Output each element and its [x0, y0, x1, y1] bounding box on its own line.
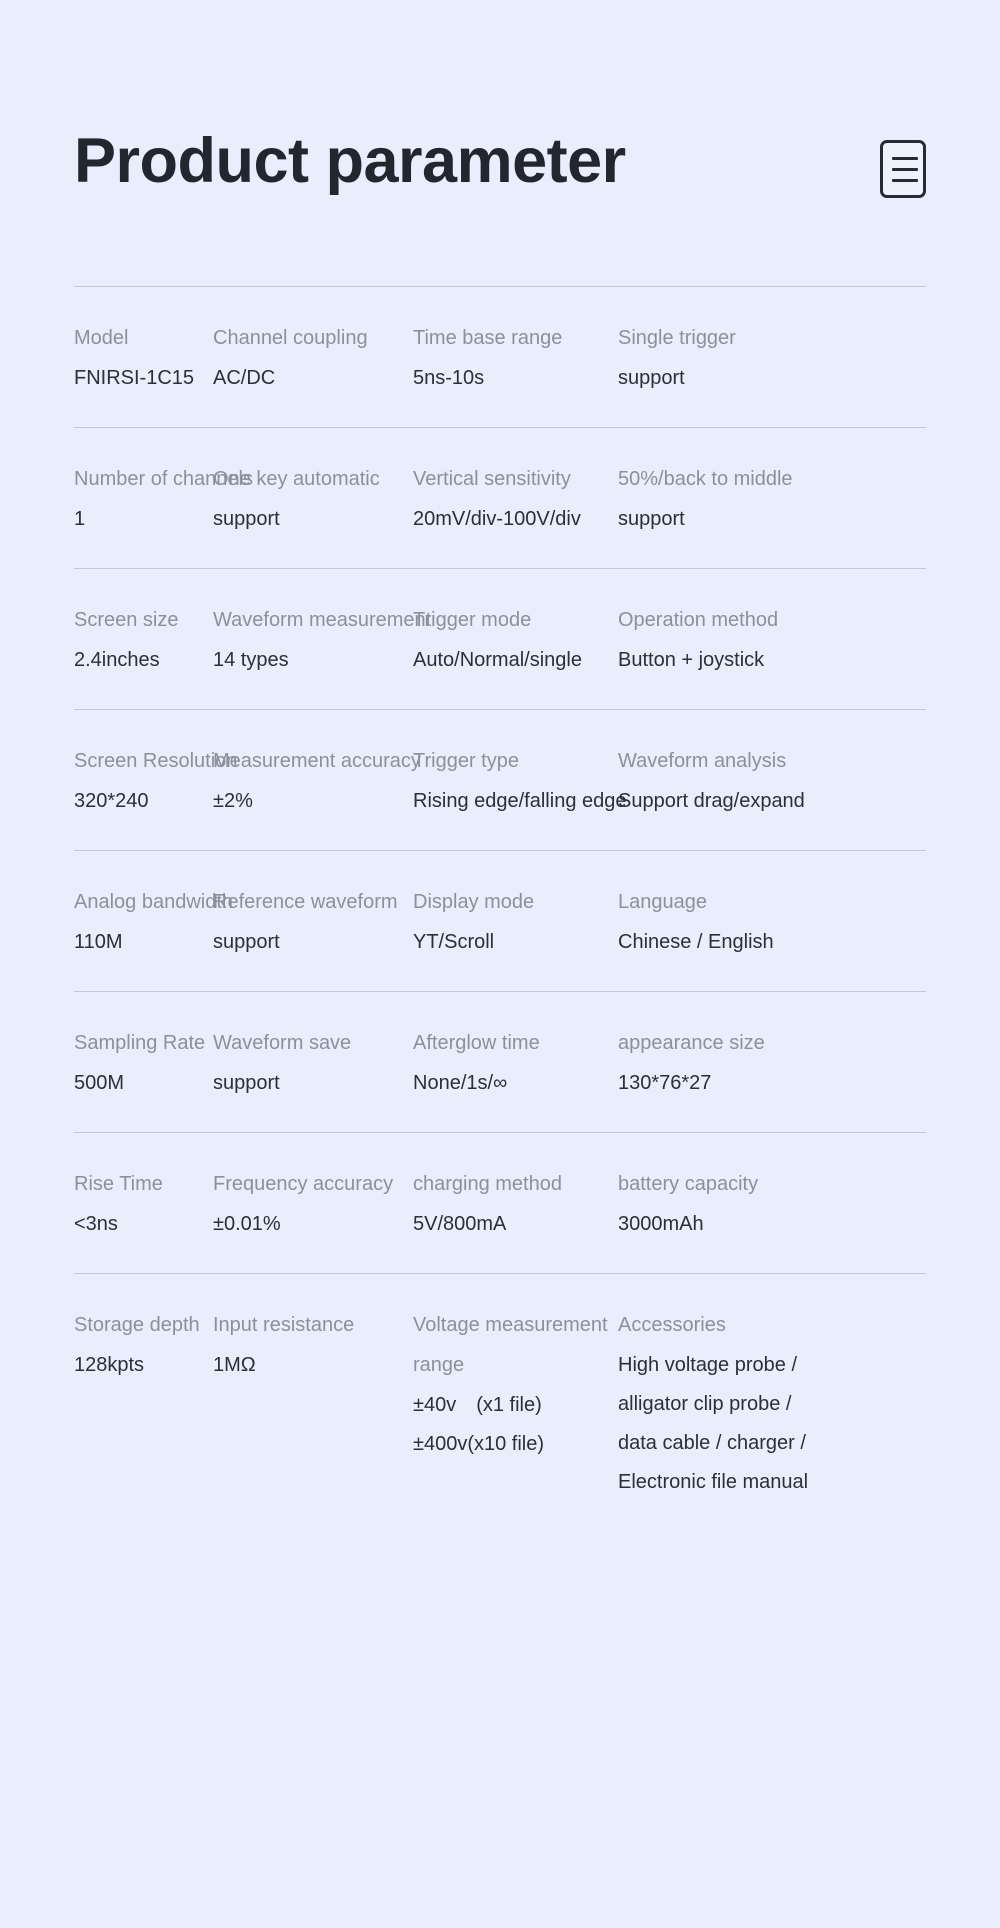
- spec-cell: [413, 1312, 618, 1457]
- spec-cell: [618, 607, 848, 673]
- spec-label-line-2: range: [413, 1354, 465, 1376]
- spec-value: 20mV/div-100V/div: [413, 508, 581, 530]
- spec-value: YT/Scroll: [413, 931, 495, 953]
- spec-value: 5ns-10s: [413, 367, 485, 389]
- spec-value: 500M: [74, 1072, 125, 1094]
- spec-value: AC/DC: [213, 367, 276, 389]
- spec-value: 14 types: [213, 649, 289, 671]
- page-header: [74, 122, 926, 200]
- divider: [74, 709, 926, 710]
- spec-label: [413, 1312, 608, 1378]
- table-row: [74, 569, 926, 709]
- spec-cell: [413, 748, 627, 814]
- spec-label: Channel coupling: [213, 327, 368, 349]
- spec-cell: [33, 748, 238, 814]
- spec-label: Screen Resolution: [74, 750, 238, 772]
- table-row: [74, 287, 926, 427]
- spec-label: Frequency accuracy: [213, 1173, 394, 1195]
- spec-label: Number of channels: [74, 468, 253, 490]
- spec-label: Display mode: [413, 891, 535, 913]
- spec-value: ±2%: [213, 790, 253, 812]
- spec-cell: [618, 1030, 848, 1096]
- spec-value: Rising edge/falling edge: [413, 790, 627, 812]
- spec-label: Language: [618, 891, 707, 913]
- spec-label-line-1: Voltage measurement: [413, 1314, 608, 1336]
- spec-value: support: [213, 931, 280, 953]
- spec-label: Input resistance: [213, 1314, 355, 1336]
- spec-label: Trigger type: [413, 750, 519, 772]
- spec-value: support: [213, 1072, 280, 1094]
- spec-value: 128kpts: [74, 1354, 145, 1376]
- spec-cell: [413, 466, 618, 532]
- spec-label: Reference waveform: [213, 891, 398, 913]
- spec-value: Chinese / English: [618, 931, 774, 953]
- spec-label: Sampling Rate: [74, 1032, 206, 1054]
- spec-cell: [33, 1171, 213, 1237]
- spec-label: Waveform measurement: [213, 609, 432, 631]
- spec-value: support: [618, 367, 685, 389]
- spec-cell: [213, 1312, 413, 1378]
- spec-label: Storage depth: [74, 1314, 200, 1336]
- page-title: Product parameter: [74, 126, 626, 196]
- spec-value: support: [213, 508, 280, 530]
- divider: [74, 427, 926, 428]
- spec-label: Time base range: [413, 327, 563, 349]
- spec-label: Analog bandwidth: [74, 891, 234, 913]
- spec-cell: [213, 889, 413, 955]
- spec-cell: [33, 889, 234, 955]
- divider: [74, 850, 926, 851]
- spec-label: Waveform analysis: [618, 750, 787, 772]
- table-row: [74, 992, 926, 1132]
- table-row: [74, 1274, 926, 1531]
- spec-table: [74, 286, 926, 1531]
- spec-cell: [413, 1171, 618, 1237]
- spec-cell: [618, 1171, 848, 1237]
- divider: [74, 1273, 926, 1274]
- spec-label: Afterglow time: [413, 1032, 540, 1054]
- spec-value: [413, 1392, 608, 1457]
- spec-cell: [618, 1312, 848, 1495]
- spec-value: support: [618, 508, 685, 530]
- spec-cell: [618, 325, 848, 391]
- spec-value: None/1s/∞: [413, 1072, 508, 1094]
- spec-label: charging method: [413, 1173, 562, 1195]
- spec-value: 5V/800mA: [413, 1213, 507, 1235]
- spec-cell: [33, 1030, 213, 1096]
- spec-cell: [33, 607, 213, 673]
- table-row: [74, 851, 926, 991]
- spec-value: [618, 1352, 838, 1495]
- spec-label: Model: [74, 327, 129, 349]
- divider: [74, 1132, 926, 1133]
- spec-label: Single trigger: [618, 327, 736, 349]
- spec-label: Operation method: [618, 609, 779, 631]
- spec-label: Waveform save: [213, 1032, 352, 1054]
- table-row: [74, 1133, 926, 1273]
- spec-value: Auto/Normal/single: [413, 649, 582, 671]
- spec-cell: [213, 466, 413, 532]
- spec-cell: [33, 325, 213, 391]
- spec-value: 1: [74, 508, 86, 530]
- spec-label: Trigger mode: [413, 609, 532, 631]
- spec-value: 110M: [74, 931, 123, 953]
- spec-label: Accessories: [618, 1314, 726, 1336]
- divider: [74, 286, 926, 287]
- accessory-line-1: High voltage probe /: [618, 1354, 798, 1376]
- spec-value: 1MΩ: [213, 1354, 256, 1376]
- spec-cell: [213, 1030, 413, 1096]
- voltage-range-line-2: ±400v(x10 file): [413, 1433, 545, 1455]
- spec-value: <3ns: [74, 1213, 118, 1235]
- table-row: [74, 428, 926, 568]
- spec-label: One key automatic: [213, 468, 380, 490]
- spec-cell: [413, 607, 618, 673]
- accessory-line-2: alligator clip probe /: [618, 1393, 792, 1415]
- spec-label: Rise Time: [74, 1173, 163, 1195]
- accessory-line-4: Electronic file manual: [618, 1471, 809, 1493]
- spec-value: Support drag/expand: [618, 790, 805, 812]
- spec-label: 50%/back to middle: [618, 468, 793, 490]
- spec-value: 2.4inches: [74, 649, 160, 671]
- spec-cell: [618, 748, 848, 814]
- document-lines-icon[interactable]: [880, 140, 926, 198]
- spec-label: Vertical sensitivity: [413, 468, 571, 490]
- spec-value: ±0.01%: [213, 1213, 281, 1235]
- spec-label: appearance size: [618, 1032, 765, 1054]
- spec-label: Screen size: [74, 609, 179, 631]
- spec-cell: [213, 748, 421, 814]
- divider: [74, 568, 926, 569]
- spec-cell: [413, 1030, 618, 1096]
- accessory-line-3: data cable / charger /: [618, 1432, 806, 1454]
- spec-value: FNIRSI-1C15: [74, 367, 195, 389]
- spec-cell: [413, 889, 618, 955]
- spec-cell: [213, 325, 413, 391]
- divider: [74, 991, 926, 992]
- spec-cell: [618, 889, 848, 955]
- spec-cell: [33, 1312, 213, 1378]
- spec-cell: [413, 325, 618, 391]
- spec-cell: [213, 1171, 413, 1237]
- doc-line-2: [892, 168, 918, 171]
- doc-line-3: [892, 179, 918, 182]
- spec-cell: [213, 607, 432, 673]
- spec-value: 320*240: [74, 790, 149, 812]
- spec-cell: [618, 466, 848, 532]
- spec-value: 3000mAh: [618, 1213, 704, 1235]
- table-row: [74, 710, 926, 850]
- doc-line-1: [892, 157, 918, 160]
- spec-label: battery capacity: [618, 1173, 759, 1195]
- spec-label: Measurement accuracy: [213, 750, 421, 772]
- voltage-range-line-1: ±40v (x1 file): [413, 1394, 542, 1416]
- spec-value: 130*76*27: [618, 1072, 712, 1094]
- spec-value: Button + joystick: [618, 649, 765, 671]
